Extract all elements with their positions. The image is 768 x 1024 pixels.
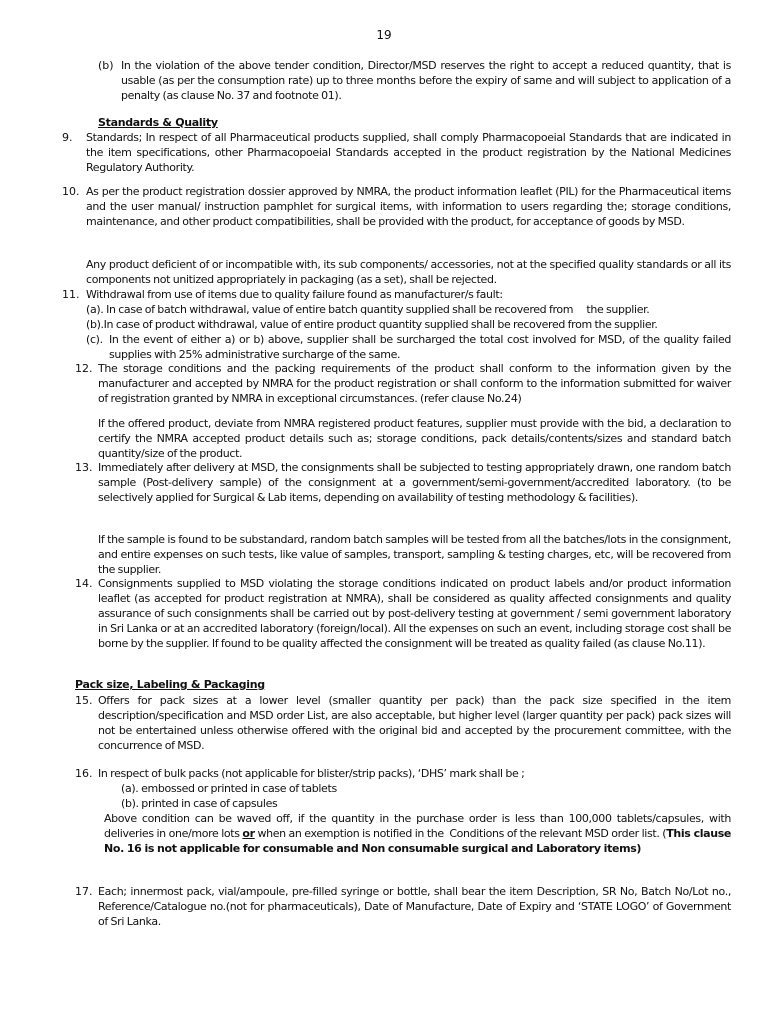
clause-12-text: The storage conditions and the packing requirements of the product shall conform to the information given by the manufacturer and accepted by NMRA for the product registration or shall conform to the information submitted for waiver of registration granted by NMRA in exceptional circumstances. (refer clause No.24)	[98, 362, 731, 405]
clause-11-item-c	[86, 332, 731, 362]
clause-12-para2: If the offered product, deviate from NMRA registered product features, supplier must provide with the bid, a declaration to certify the NMRA accepted product details such as; storage conditions, pack details/contents/sizes and standard batch quantity/size of the product.	[98, 417, 731, 460]
clause-14-number: 14.	[75, 577, 93, 590]
clause-11-item-c-text: In the event of either a) or b) above, supplier shall be surcharged the total cost involved for MSD, of the quality failed supplies with 25% administrative surcharge of the same.	[109, 333, 731, 361]
clause-8b-label: (b)	[98, 59, 114, 72]
clause-16-item-b: (b). printed in case of capsules	[121, 797, 278, 810]
clause-8b-text: In the violation of the above tender condition, Director/MSD reserves the right to accept a reduced quantity, that is usable (as per the consumption rate) up to three months before the expiry of same and will subject to application of a penalty (as clause No. 37 and footnote 01).	[121, 59, 731, 102]
clause-11-item-b: (b).In case of product withdrawal, value of entire product quantity supplied shall be recovered from the supplier.	[86, 318, 658, 331]
clause-13-number: 13.	[75, 461, 93, 474]
clause-16-condition-p2: when an exemption is notified in the Conditions of the relevant MSD order list. (	[254, 827, 667, 840]
clause-17-number: 17.	[75, 885, 93, 898]
page-number: 19	[376, 28, 392, 42]
clause-13-text: Immediately after delivery at MSD, the consignments shall be subjected to testing appropriately drawn, one random batch sample (Post-delivery sample) of the consignment at a government/semi-government/accredited laboratory. (to be selectively applied for Surgical & Lab items, depending on availability of testing methodology & facilities).	[98, 461, 731, 504]
clause-16-item-a: (a). embossed or printed in case of tablets	[121, 782, 337, 795]
clause-13-para2: If the sample is found to be substandard, random batch samples will be tested from all the batches/lots in the consignment, and entire expenses on such tests, like value of samples, transport, sampling & testing charges, etc, will be recovered from the supplier.	[98, 533, 731, 576]
clause-17-text: Each; innermost pack, vial/ampoule, pre-filled syringe or bottle, shall bear the item Description, SR No, Batch No/Lot no., Reference/Catalogue no.(not for pharmaceuticals), Date of Manufacture, Date of Expiry and ‘STATE LOGO’ of Government of Sri Lanka.	[98, 885, 731, 928]
clause-16-text: In respect of bulk packs (not applicable for blister/strip packs), ‘DHS’ mark shall be ;	[98, 767, 525, 780]
clause-9-number: 9.	[62, 131, 73, 144]
clause-16-or: or	[242, 827, 255, 840]
section-heading-pack-size: Pack size, Labeling & Packaging	[75, 678, 265, 691]
clause-16-condition	[104, 811, 731, 856]
section-heading-standards-quality: Standards & Quality	[98, 116, 218, 129]
clause-15-number: 15.	[75, 694, 93, 707]
clause-9-text: Standards; In respect of all Pharmaceutical products supplied, shall comply Pharmacopoeial Standards that are indicated in the item specifications, other Pharmacopoeial Standards accepted in the product registration by the National Medicines Regulatory Authority.	[86, 131, 731, 174]
clause-15-text: Offers for pack sizes at a lower level (smaller quantity per pack) than the pack size specified in the item description/specification and MSD order List, are also acceptable, but higher level (larger quantity per pack) pack sizes will not be entertained unless otherwise offered with the original bid and accepted by the procurement committee, with the concurrence of MSD.	[98, 694, 731, 752]
clause-11-text: Withdrawal from use of items due to quality failure found as manufacturer/s fault:	[86, 288, 503, 301]
clause-11-item-c-label: (c).	[86, 333, 103, 346]
clause-16-condition-p1: Above condition can be waved off, if the quantity in the purchase order is less than 100,000 tablets/capsules, with deliveries in one/more lots	[104, 812, 731, 840]
clause-10-para2: Any product deficient of or incompatible with, its sub components/ accessories, not at the specified quality standards or all its components not unitized appropriately in packaging (as a set), shall be rejected.	[86, 258, 731, 286]
clause-14-text: Consignments supplied to MSD violating the storage conditions indicated on product labels and/or product information leaflet (as accepted for product registration at NMRA), shall be considered as quality affected consignments and quality assurance of such consignments shall be carried out by post-delivery testing at government / semi government laboratory in Sri Lanka or at an accredited laboratory (foreign/local). All the expenses on such an event, including storage cost shall be borne by the supplier. If found to be quality affected the consignment will be treated as quality failed (as clause No.11).	[98, 577, 731, 650]
clause-11-item-a: (a). In case of batch withdrawal, value of entire batch quantity supplied shall be recovered from the supplier.	[86, 303, 650, 316]
clause-16-number: 16.	[75, 767, 93, 780]
clause-16-bold-note: This clause No. 16 is not applicable for consumable and Non consumable surgical and Laboratory items)	[104, 827, 732, 855]
clause-11-number: 11.	[62, 288, 80, 301]
clause-10-number: 10.	[62, 185, 80, 198]
clause-12-number: 12.	[75, 362, 93, 375]
clause-10-text: As per the product registration dossier approved by NMRA, the product information leaflet (PIL) for the Pharmaceutical items and the user manual/ instruction pamphlet for surgical items, with information to users regarding the; storage conditions, maintenance, and other product compatibilities, shall be provided with the product, for acceptance of goods by MSD.	[86, 185, 731, 228]
